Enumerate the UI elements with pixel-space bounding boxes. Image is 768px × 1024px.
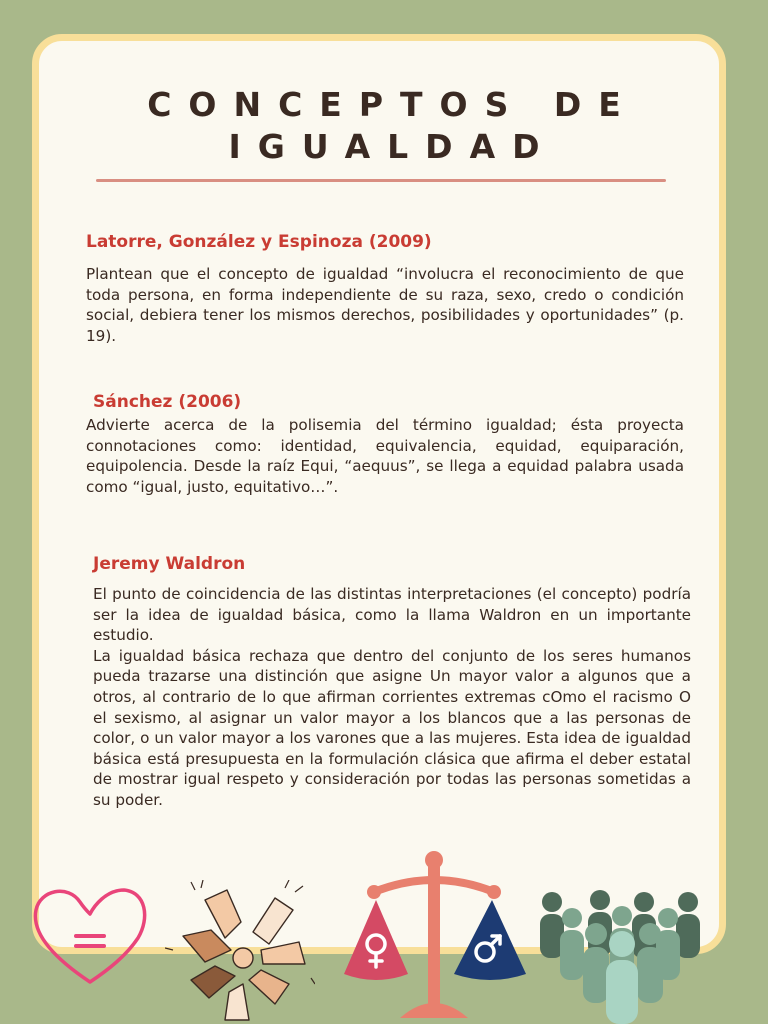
paragraph: La igualdad básica rechaza que dentro del conjunto de los seres humanos pueda trazarse una distinción que asigne Un mayor valor a algunos que a otros, al contrario de lo que afirman corrientes extremas cOmo el racismo O el sexismo, al asignar un valor mayor a los blancos que a las personas de color, o un valor mayor a los varones que a las mujeres. Esta idea de igualdad básica está presupuesta en la formulación clásica que afirma el deber estatal de mostrar igual respeto y consideración por todas las personas sometidas a su poder. [93, 646, 691, 809]
paragraph: El punto de coincidencia de las distintas interpretaciones (el concepto) podría ser la idea de igualdad básica, como la llama Waldron en un importante estudio. [93, 585, 691, 645]
section-heading-sanchez: Sánchez (2006) [93, 392, 242, 412]
gender-scale-icon [340, 848, 530, 1024]
section-body-latorre [86, 264, 684, 346]
title-line-1: CONCEPTOS DE [147, 85, 638, 124]
page-title [0, 84, 768, 168]
crowd-icon [538, 890, 702, 1024]
joined-hands-icon [165, 880, 315, 1024]
section-heading-waldron: Jeremy Waldron [93, 554, 246, 574]
section-body-sanchez [86, 415, 684, 497]
title-line-2: IGUALDAD [228, 127, 557, 166]
paragraph: Plantean que el concepto de igualdad “involucra el reconocimiento de que toda persona, en forma independiente de su raza, sexo, credo o condición social, debiera tener los mismos derechos, posibilidades y oportunidades” (p. 19). [86, 265, 684, 345]
title-divider [96, 179, 666, 182]
paragraph: Advierte acerca de la polisemia del término igualdad; ésta proyecta connotaciones como: identidad, equivalencia, equidad, equiparación, equipolencia. Desde la raíz Equi, “aequus”, se llega a equidad palabra usada como “igual, justo, equitativo…”. [86, 416, 684, 496]
section-body-waldron [93, 584, 691, 811]
heart-equal-icon [28, 882, 152, 992]
section-heading-latorre: Latorre, González y Espinoza (2009) [86, 232, 432, 252]
